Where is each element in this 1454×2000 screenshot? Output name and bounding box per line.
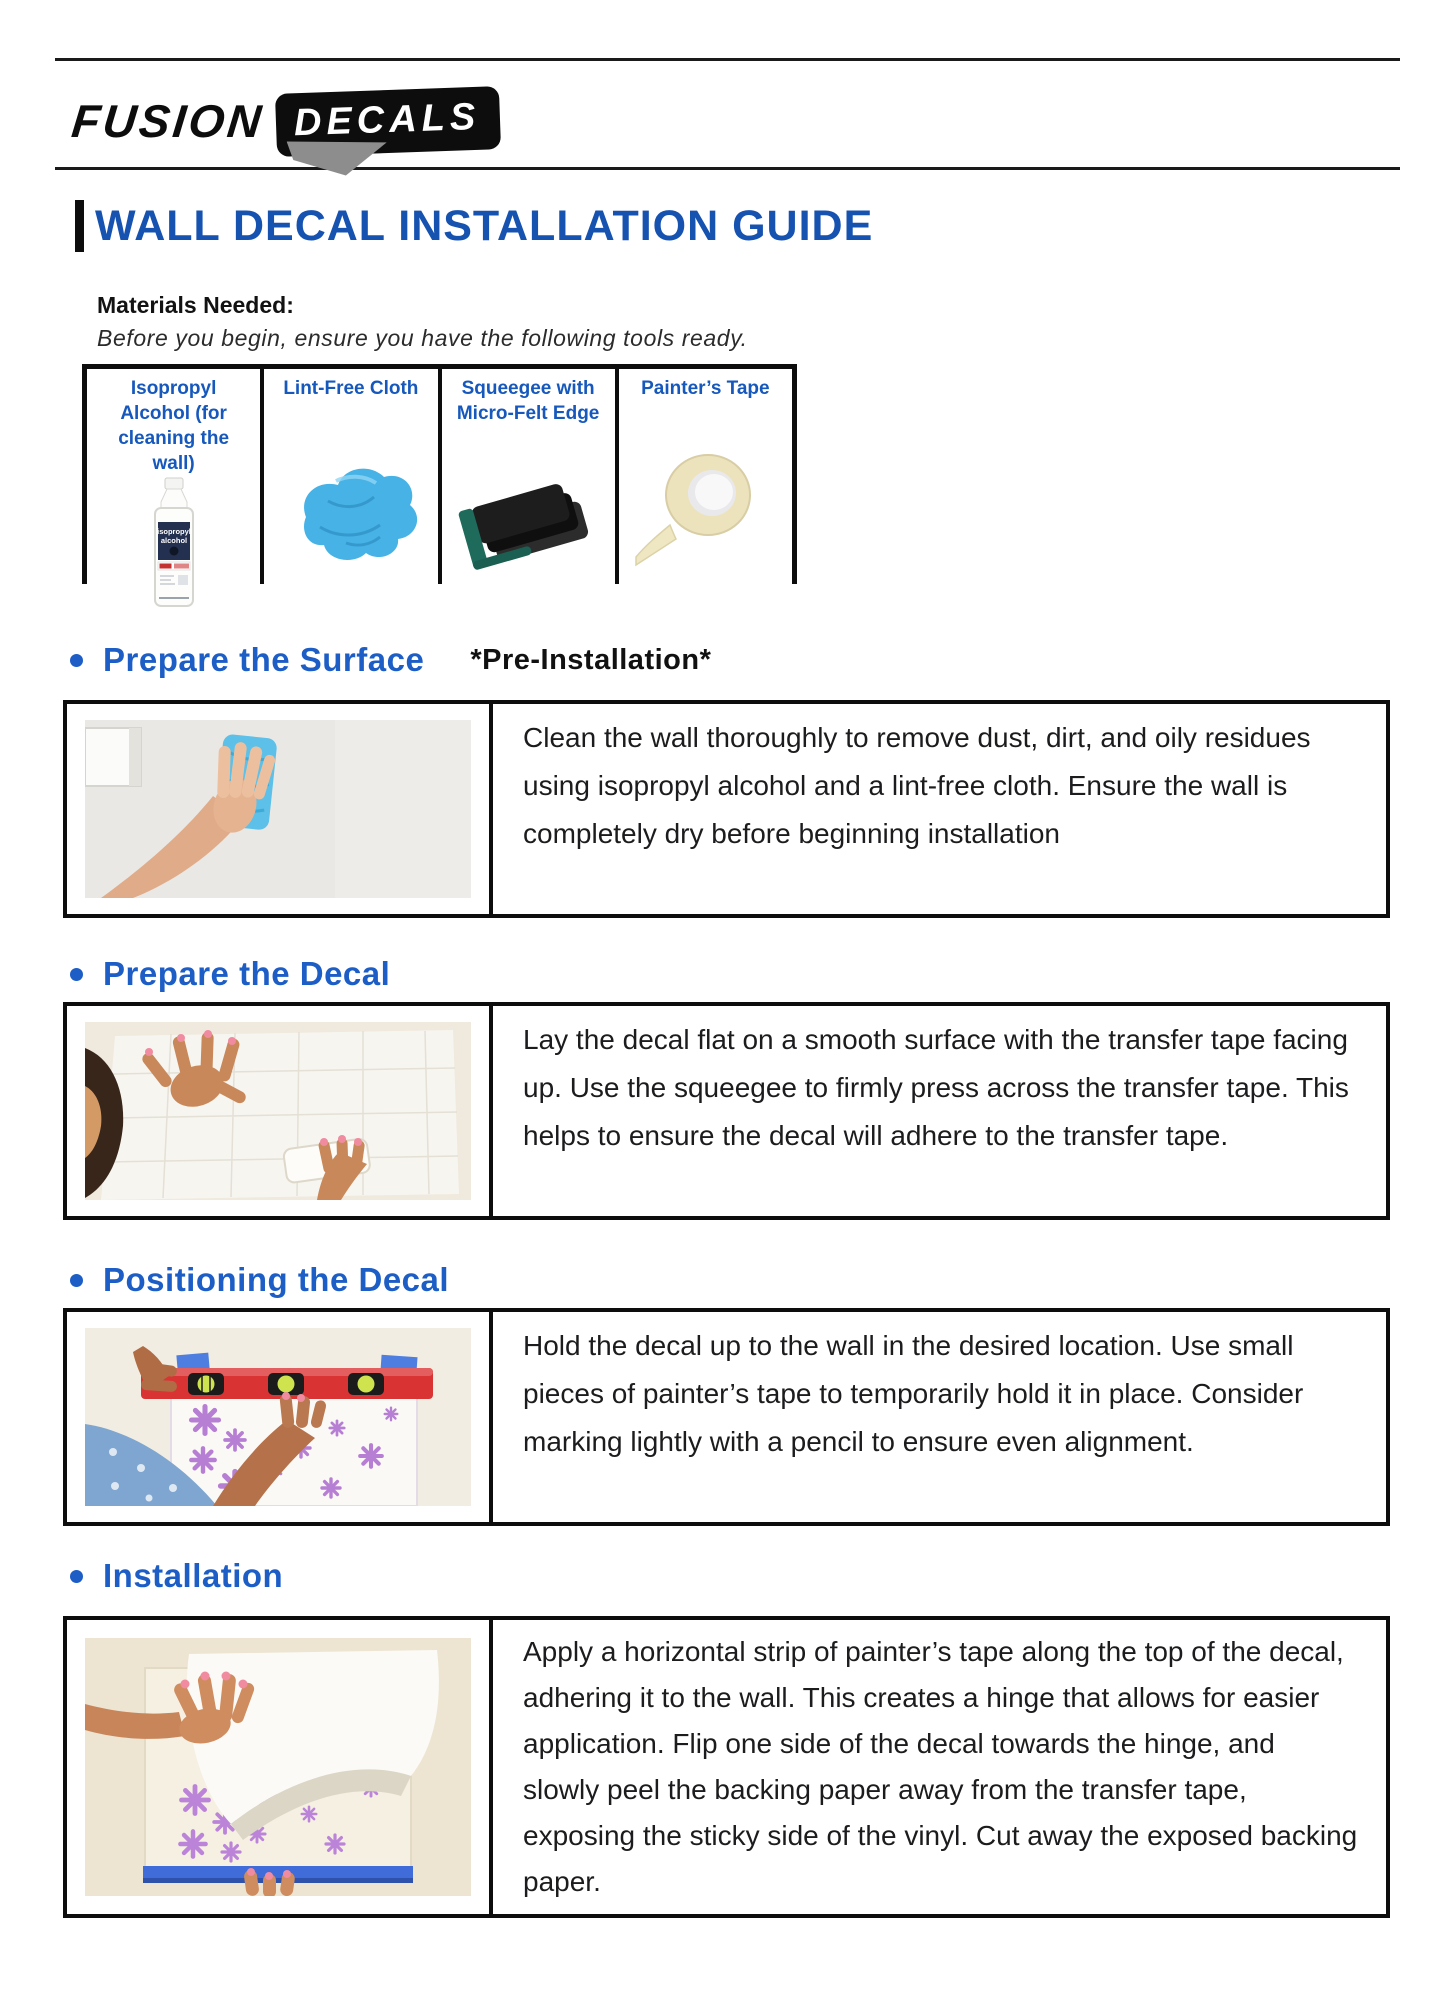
painters-tape-roll-image bbox=[630, 439, 780, 571]
section-heading-installation bbox=[70, 1556, 1400, 1596]
hands-pressing-decal-photo bbox=[85, 1022, 471, 1200]
section-title: Prepare the Surface bbox=[103, 641, 425, 678]
bullet-icon bbox=[70, 1570, 83, 1583]
pre-installation-note: *Pre-Installation* bbox=[470, 643, 712, 676]
page-content bbox=[55, 58, 1400, 1918]
material-item-painters-tape bbox=[619, 369, 792, 612]
top-rule bbox=[55, 58, 1400, 61]
step-instructions: Clean the wall thoroughly to remove dust, dirt, and oily residues using isopropyl alcohol and a lint-free cloth. Ensure the wall is completely dry before beginning installation bbox=[523, 722, 1311, 849]
squeegee-image bbox=[453, 451, 603, 583]
painters-tape-roll-icon bbox=[627, 401, 784, 608]
step-box-positioning-decal bbox=[63, 1308, 1390, 1526]
bullet-icon bbox=[70, 968, 83, 981]
isopropyl-alcohol-bottle-image bbox=[99, 476, 249, 608]
step-image-cell bbox=[67, 1620, 493, 1914]
step-instructions: Apply a horizontal strip of painter’s tape along the top of the decal, adhering it to the wall. This creates a hinge that allows for easier application. Flip one side of the decal towards the hinge, and slowly peel the backing paper away from the transfer tape, exposing the sticky side of the vinyl. Cut away the exposed backing paper. bbox=[523, 1636, 1358, 1897]
material-label: Painter’s Tape bbox=[641, 378, 770, 399]
header-rule bbox=[55, 167, 1400, 170]
logo-word-decals-text: DECALS bbox=[293, 95, 481, 144]
isopropyl-alcohol-bottle-icon bbox=[95, 476, 252, 608]
section-heading-prepare-surface bbox=[70, 640, 1400, 680]
bottle-label-line1: isopropyl bbox=[156, 527, 191, 536]
lint-free-cloth-icon bbox=[272, 401, 429, 608]
step-instructions: Lay the decal flat on a smooth surface with the transfer tape facing up. Use the squeegee to firmly press across the transfer tape. This helps to ensure the decal will adhere to the transfer tape. bbox=[523, 1024, 1349, 1151]
material-label: Squeegee with Micro-Felt Edge bbox=[456, 378, 600, 424]
hands-leveling-decal-photo bbox=[85, 1328, 471, 1506]
step-image-cell bbox=[67, 1006, 493, 1216]
squeegee-icon bbox=[450, 426, 607, 608]
step-image-cell bbox=[67, 1312, 493, 1522]
materials-heading: Materials Needed: bbox=[97, 292, 294, 318]
material-label: Isopropyl Alcohol (for cleaning the wall) bbox=[118, 378, 230, 474]
step-box-installation bbox=[63, 1616, 1390, 1918]
hand-wiping-wall-photo bbox=[85, 720, 471, 898]
section-title: Positioning the Decal bbox=[103, 1261, 450, 1298]
lint-free-cloth-image bbox=[276, 439, 426, 571]
material-label: Lint-Free Cloth bbox=[283, 378, 419, 399]
title-accent-bar bbox=[75, 200, 84, 252]
material-item-lint-free-cloth bbox=[264, 369, 437, 612]
fusion-decals-logo bbox=[69, 75, 1400, 167]
section-heading-prepare-decal bbox=[70, 954, 1400, 994]
step-instructions: Hold the decal up to the wall in the desired location. Use small pieces of painter’s tape to temporarily hold it in place. Consider marking lightly with a pencil to ensure even alignment. bbox=[523, 1330, 1304, 1457]
logo-word-decals bbox=[275, 86, 501, 157]
bullet-icon bbox=[70, 654, 83, 667]
section-title: Prepare the Decal bbox=[103, 955, 391, 992]
page-title: WALL DECAL INSTALLATION GUIDE bbox=[95, 201, 874, 250]
logo-word-fusion: FUSION bbox=[69, 95, 267, 147]
hand-peeling-backing-paper-photo bbox=[85, 1638, 471, 1896]
bottle-label-line2: alcohol bbox=[160, 536, 187, 545]
title-row bbox=[75, 200, 1400, 252]
material-item-isopropyl-alcohol bbox=[87, 369, 260, 612]
material-item-squeegee bbox=[442, 369, 615, 612]
materials-intro: Before you begin, ensure you have the following tools ready. bbox=[97, 325, 748, 351]
section-heading-positioning-decal bbox=[70, 1260, 1400, 1300]
bullet-icon bbox=[70, 1274, 83, 1287]
step-box-prepare-surface bbox=[63, 700, 1390, 918]
step-image-cell bbox=[67, 704, 493, 914]
materials-table bbox=[82, 364, 797, 584]
step-box-prepare-decal bbox=[63, 1002, 1390, 1220]
section-title: Installation bbox=[103, 1557, 284, 1594]
